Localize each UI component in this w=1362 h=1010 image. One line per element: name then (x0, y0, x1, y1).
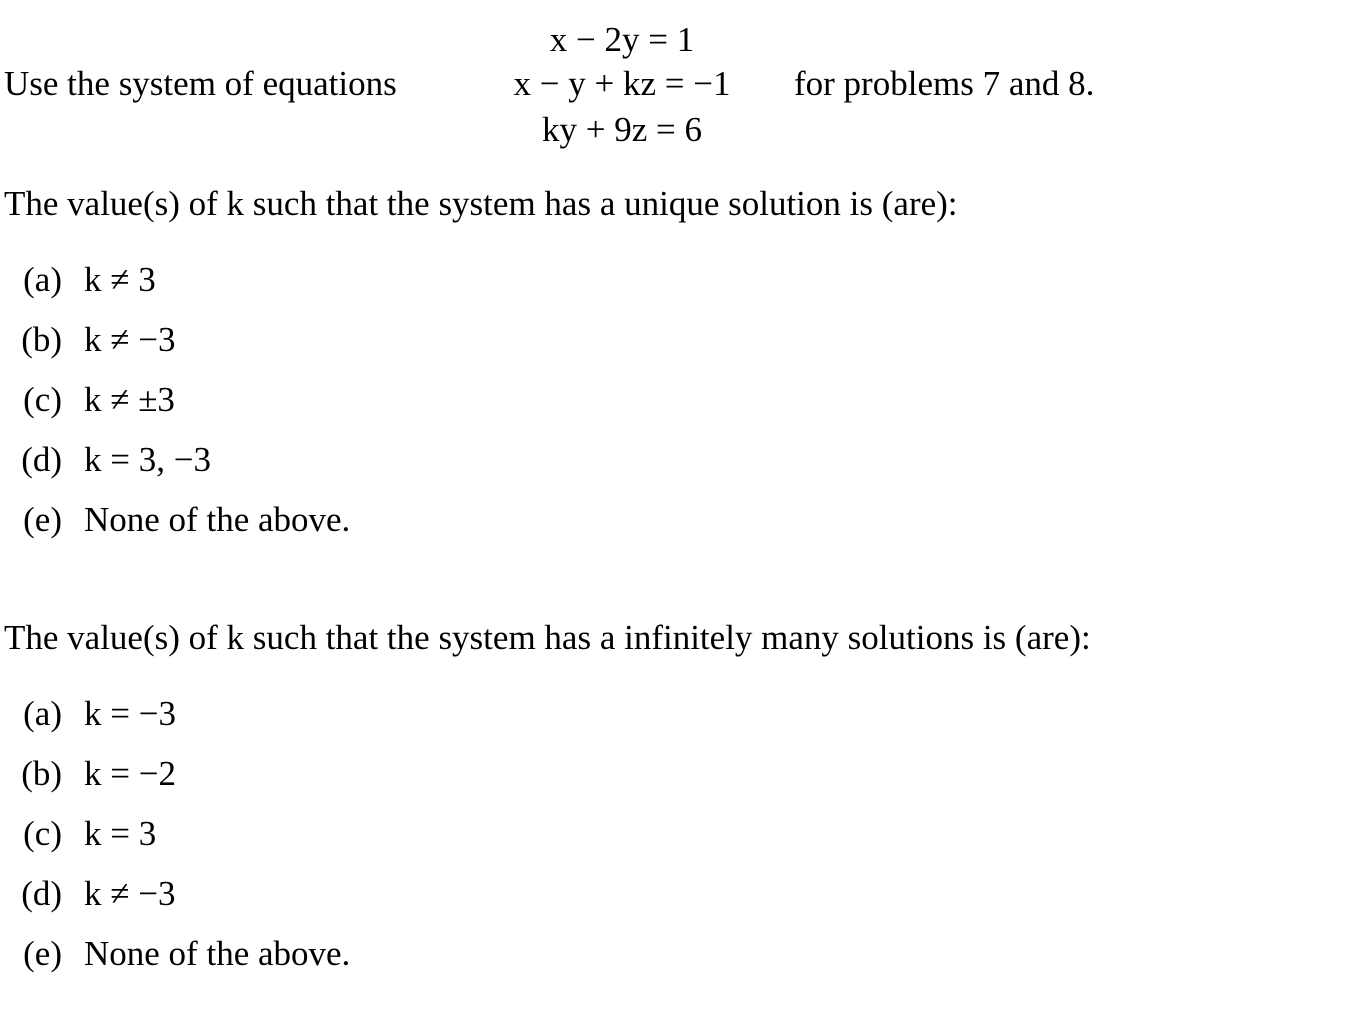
question-1-option-b-label: (b) (21, 320, 62, 359)
equation-2: x − y + kz = −1 (513, 64, 731, 103)
question-2-option-d-label: (d) (21, 874, 62, 913)
equation-3: ky + 9z = 6 (541, 110, 702, 149)
question-2-prompt: The value(s) of k such that the system has a infinitely many solutions is (are): (4, 618, 1091, 657)
question-1-option-d-label: (d) (21, 440, 62, 479)
question-1-option-c-label: (c) (23, 380, 62, 419)
question-1-option-d-text: k = 3, −3 (84, 440, 211, 479)
question-1-option-c-text: k ≠ ±3 (84, 380, 175, 419)
question-1-option-e-text: None of the above. (84, 500, 351, 539)
question-2-option-a-label: (a) (23, 694, 62, 733)
question-1-option-e-label: (e) (23, 500, 62, 539)
question-2-option-c-label: (c) (23, 814, 62, 853)
question-1-option-a-text: k ≠ 3 (84, 260, 156, 299)
question-2-option-a-text: k = −3 (84, 694, 176, 733)
intro-left-text: Use the system of equations (4, 64, 397, 103)
question-1-option-a-label: (a) (23, 260, 62, 299)
question-2-option-b-label: (b) (21, 754, 62, 793)
question-2-option-e-text: None of the above. (84, 934, 351, 973)
question-2-option-d-text: k ≠ −3 (84, 874, 176, 913)
question-1-prompt: The value(s) of k such that the system has a unique solution is (are): (4, 184, 958, 223)
question-2-option-e-label: (e) (23, 934, 62, 973)
question-2-option-c-text: k = 3 (84, 814, 157, 853)
question-1-option-b-text: k ≠ −3 (84, 320, 176, 359)
question-2-option-b-text: k = −2 (84, 754, 176, 793)
equation-1: x − 2y = 1 (549, 20, 695, 59)
intro-right-text: for problems 7 and 8. (794, 64, 1095, 103)
